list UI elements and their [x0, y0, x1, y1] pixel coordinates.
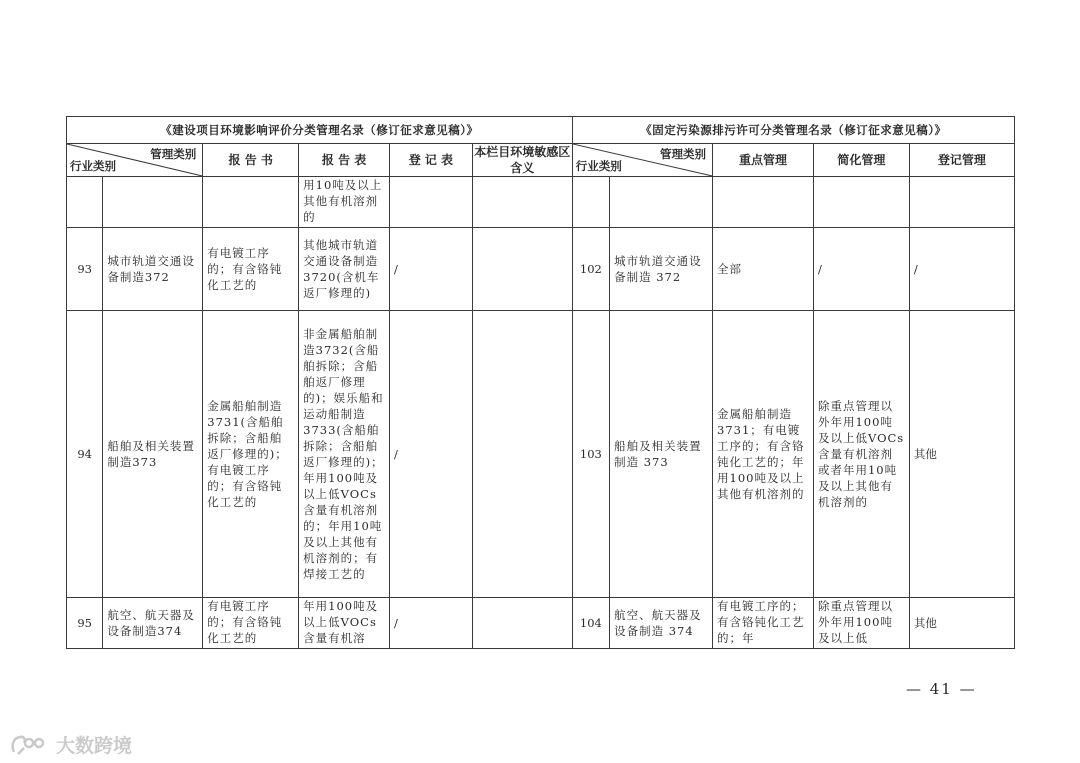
row-number: 95	[67, 598, 103, 649]
table-row	[67, 177, 1015, 228]
industry-cell-right: 航空、航天器及设备制造 374	[610, 598, 713, 649]
registration-cell: /	[390, 228, 473, 311]
sensitive-area-cell	[472, 311, 572, 598]
registration-form-header: 登 记 表	[390, 144, 473, 177]
page-number: — 41 —	[906, 680, 977, 698]
simplified-mgmt-cell: 除重点管理以外年用100吨及以上低	[813, 598, 909, 649]
report-book-cell	[203, 177, 299, 228]
table-row	[67, 598, 1015, 649]
table-row	[67, 228, 1015, 311]
mgmt-category-label-right: 管理类别	[660, 147, 707, 161]
row-number: 93	[67, 228, 103, 311]
row-number: 94	[67, 311, 103, 598]
registration-mgmt-header: 登记管理	[909, 144, 1014, 177]
simplified-mgmt-header: 简化管理	[813, 144, 909, 177]
key-mgmt-header: 重点管理	[713, 144, 814, 177]
key-mgmt-cell: 有电镀工序的；有含铬钝化工艺的；年	[713, 598, 814, 649]
row-number-right: 102	[572, 228, 609, 311]
watermark	[10, 731, 132, 758]
row-number-right	[572, 177, 609, 228]
report-form-cell: 年用100吨及以上低VOCs含量有机溶	[299, 598, 390, 649]
industry-cell-right	[610, 177, 713, 228]
industry-cell: 城市轨道交通设备制造372	[103, 228, 203, 311]
industry-category-label-right: 行业类别	[575, 159, 622, 173]
mgmt-category-label: 管理类别	[150, 147, 197, 161]
row-number-right: 103	[572, 311, 609, 598]
row-number	[67, 177, 103, 228]
industry-category-label: 行业类别	[70, 159, 116, 173]
sensitive-area-cell	[472, 228, 572, 311]
registration-cell: /	[390, 311, 473, 598]
left-table-title: 《建设项目环境影响评价分类管理名录（修订征求意见稿）》	[67, 117, 573, 144]
industry-cell: 船舶及相关装置制造373	[103, 311, 203, 598]
right-table-title: 《固定污染源排污许可分类管理名录（修订征求意见稿）》	[572, 117, 1014, 144]
registration-mgmt-cell	[909, 177, 1014, 228]
report-book-cell: 金属船舶制造3731(含船舶拆除；含船舶返厂修理的)；有电镀工序的；有含铬钝化工艺的	[203, 311, 299, 598]
industry-cell-right: 城市轨道交通设备制造 372	[610, 228, 713, 311]
classification-table	[66, 116, 1015, 649]
brand-logo-icon	[10, 734, 50, 756]
key-mgmt-cell: 全部	[713, 228, 814, 311]
sensitive-area-cell	[472, 177, 572, 228]
report-book-header: 报 告 书	[203, 144, 299, 177]
report-book-cell: 有电镀工序的；有含铬钝化工艺的	[203, 228, 299, 311]
registration-mgmt-cell: 其他	[909, 311, 1014, 598]
row-number-right: 104	[572, 598, 609, 649]
key-mgmt-cell: 金属船舶制造3731；有电镀工序的；有含铬钝化工艺的；年用100吨及以上其他有机溶剂的	[713, 311, 814, 598]
simplified-mgmt-cell	[813, 177, 909, 228]
simplified-mgmt-cell: /	[813, 228, 909, 311]
header-diagonal-cell-right	[572, 144, 712, 177]
table-row	[67, 311, 1015, 598]
industry-cell-right: 船舶及相关装置制造 373	[610, 311, 713, 598]
sensitive-area-header: 本栏目环境敏感区含义	[474, 145, 571, 175]
industry-cell	[103, 177, 203, 228]
watermark-text: 大数跨境	[56, 735, 133, 757]
registration-cell	[390, 177, 473, 228]
header-diagonal-cell-left	[67, 144, 203, 177]
registration-cell: /	[390, 598, 473, 649]
report-form-cell: 其他城市轨道交通设备制造3720(含机车返厂修理的)	[299, 228, 390, 311]
sensitive-area-cell	[472, 598, 572, 649]
report-book-cell: 有电镀工序的；有含铬钝化工艺的	[203, 598, 299, 649]
simplified-mgmt-cell: 除重点管理以外年用100吨及以上低VOCs含量有机溶剂或者年用10吨及以上其他有机溶剂的	[813, 311, 909, 598]
registration-mgmt-cell: /	[909, 228, 1014, 311]
report-form-header: 报 告 表	[299, 144, 390, 177]
report-form-cell: 用10吨及以上其他有机溶剂的	[299, 177, 390, 228]
industry-cell: 航空、航天器及设备制造374	[103, 598, 203, 649]
report-form-cell: 非金属船舶制造3732(含船舶拆除；含船舶返厂修理的)；娱乐船和运动船制造3733(含船舶拆除；含船舶返厂修理的)；年用100吨及以上低VOCs含量有机溶剂的；年用10吨及以上其他有机溶剂的；有焊接工艺的	[299, 311, 390, 598]
key-mgmt-cell	[713, 177, 814, 228]
registration-mgmt-cell: 其他	[909, 598, 1014, 649]
